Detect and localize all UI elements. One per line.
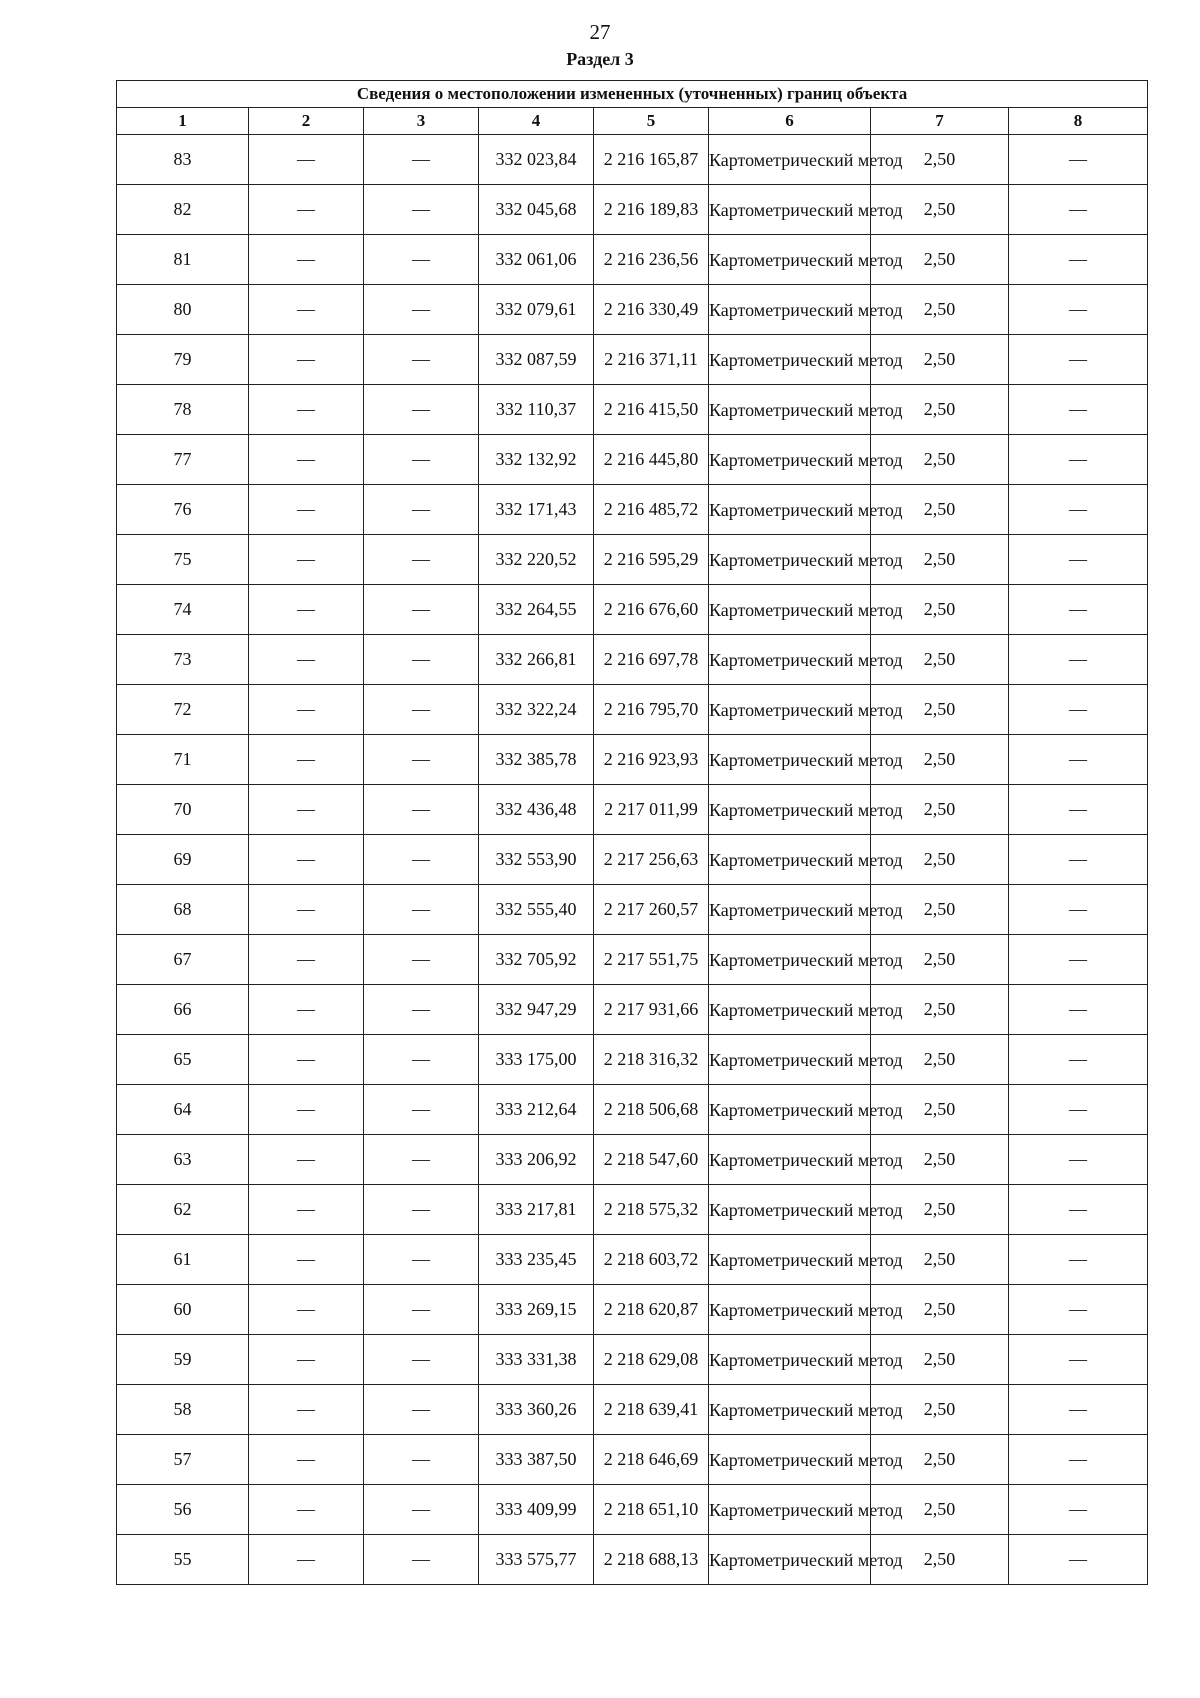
- point-number-cell: 63: [117, 1135, 249, 1185]
- method-cell: Картометрический метод: [709, 635, 871, 685]
- col8-value-cell: —: [1009, 585, 1148, 635]
- y-coordinate-cell: 2 216 165,87: [594, 135, 709, 185]
- x-coordinate-cell: 332 220,52: [479, 535, 594, 585]
- point-number-cell: 71: [117, 735, 249, 785]
- col8-value-cell: —: [1009, 1035, 1148, 1085]
- col3-value-cell: —: [364, 235, 479, 285]
- accuracy-cell: 2,50: [871, 385, 1009, 435]
- col3-value-cell: —: [364, 1035, 479, 1085]
- point-number-cell: 78: [117, 385, 249, 435]
- table-row: [117, 135, 1148, 185]
- col8-value-cell: —: [1009, 985, 1148, 1035]
- y-coordinate-cell: 2 216 697,78: [594, 635, 709, 685]
- column-number: 4: [479, 108, 594, 135]
- x-coordinate-cell: 332 705,92: [479, 935, 594, 985]
- x-coordinate-cell: 332 266,81: [479, 635, 594, 685]
- method-cell: Картометрический метод: [709, 585, 871, 635]
- y-coordinate-cell: 2 217 256,63: [594, 835, 709, 885]
- method-cell: Картометрический метод: [709, 1435, 871, 1485]
- method-cell: Картометрический метод: [709, 1285, 871, 1335]
- col3-value-cell: —: [364, 1385, 479, 1435]
- y-coordinate-cell: 2 217 551,75: [594, 935, 709, 985]
- point-number-cell: 77: [117, 435, 249, 485]
- y-coordinate-cell: 2 216 236,56: [594, 235, 709, 285]
- column-number: 8: [1009, 108, 1148, 135]
- accuracy-cell: 2,50: [871, 1485, 1009, 1535]
- table-row: [117, 935, 1148, 985]
- accuracy-cell: 2,50: [871, 435, 1009, 485]
- col2-value-cell: —: [249, 1435, 364, 1485]
- col3-value-cell: —: [364, 535, 479, 585]
- x-coordinate-cell: 333 575,77: [479, 1535, 594, 1585]
- accuracy-cell: 2,50: [871, 485, 1009, 535]
- method-cell: Картометрический метод: [709, 1385, 871, 1435]
- col2-value-cell: —: [249, 135, 364, 185]
- col8-value-cell: —: [1009, 1385, 1148, 1435]
- accuracy-cell: 2,50: [871, 585, 1009, 635]
- table-row: [117, 1435, 1148, 1485]
- x-coordinate-cell: 332 555,40: [479, 885, 594, 935]
- col8-value-cell: —: [1009, 535, 1148, 585]
- y-coordinate-cell: 2 216 189,83: [594, 185, 709, 235]
- col2-value-cell: —: [249, 1235, 364, 1285]
- col3-value-cell: —: [364, 1285, 479, 1335]
- accuracy-cell: 2,50: [871, 1135, 1009, 1185]
- col8-value-cell: —: [1009, 685, 1148, 735]
- col2-value-cell: —: [249, 1185, 364, 1235]
- y-coordinate-cell: 2 216 795,70: [594, 685, 709, 735]
- x-coordinate-cell: 333 331,38: [479, 1335, 594, 1385]
- method-cell: Картометрический метод: [709, 235, 871, 285]
- accuracy-cell: 2,50: [871, 835, 1009, 885]
- method-cell: Картометрический метод: [709, 335, 871, 385]
- table-row: [117, 1085, 1148, 1135]
- column-number: 7: [871, 108, 1009, 135]
- table-row: [117, 685, 1148, 735]
- col8-value-cell: —: [1009, 185, 1148, 235]
- col3-value-cell: —: [364, 885, 479, 935]
- y-coordinate-cell: 2 218 639,41: [594, 1385, 709, 1435]
- accuracy-cell: 2,50: [871, 935, 1009, 985]
- table-row: [117, 335, 1148, 385]
- method-cell: Картометрический метод: [709, 1035, 871, 1085]
- col3-value-cell: —: [364, 385, 479, 435]
- x-coordinate-cell: 332 553,90: [479, 835, 594, 885]
- column-number: 6: [709, 108, 871, 135]
- table-row: [117, 385, 1148, 435]
- col8-value-cell: —: [1009, 1135, 1148, 1185]
- col2-value-cell: —: [249, 535, 364, 585]
- accuracy-cell: 2,50: [871, 1235, 1009, 1285]
- col2-value-cell: —: [249, 985, 364, 1035]
- accuracy-cell: 2,50: [871, 885, 1009, 935]
- column-number: 1: [117, 108, 249, 135]
- y-coordinate-cell: 2 218 316,32: [594, 1035, 709, 1085]
- y-coordinate-cell: 2 217 260,57: [594, 885, 709, 935]
- col2-value-cell: —: [249, 685, 364, 735]
- col3-value-cell: —: [364, 335, 479, 385]
- table-row: [117, 435, 1148, 485]
- accuracy-cell: 2,50: [871, 1185, 1009, 1235]
- point-number-cell: 70: [117, 785, 249, 835]
- col2-value-cell: —: [249, 385, 364, 435]
- method-cell: Картометрический метод: [709, 1335, 871, 1385]
- method-cell: Картометрический метод: [709, 835, 871, 885]
- table-row: [117, 635, 1148, 685]
- y-coordinate-cell: 2 218 620,87: [594, 1285, 709, 1335]
- x-coordinate-cell: 332 087,59: [479, 335, 594, 385]
- accuracy-cell: 2,50: [871, 635, 1009, 685]
- col3-value-cell: —: [364, 685, 479, 735]
- col3-value-cell: —: [364, 1335, 479, 1385]
- y-coordinate-cell: 2 218 646,69: [594, 1435, 709, 1485]
- table-row: [117, 235, 1148, 285]
- col8-value-cell: —: [1009, 1235, 1148, 1285]
- col2-value-cell: —: [249, 585, 364, 635]
- accuracy-cell: 2,50: [871, 185, 1009, 235]
- table-row: [117, 1485, 1148, 1535]
- col2-value-cell: —: [249, 1535, 364, 1585]
- accuracy-cell: 2,50: [871, 535, 1009, 585]
- col3-value-cell: —: [364, 785, 479, 835]
- column-number: 3: [364, 108, 479, 135]
- col3-value-cell: —: [364, 185, 479, 235]
- col3-value-cell: —: [364, 985, 479, 1035]
- y-coordinate-cell: 2 216 371,11: [594, 335, 709, 385]
- col2-value-cell: —: [249, 1385, 364, 1435]
- y-coordinate-cell: 2 216 415,50: [594, 385, 709, 435]
- method-cell: Картометрический метод: [709, 735, 871, 785]
- page-number: 27: [589, 20, 611, 44]
- accuracy-cell: 2,50: [871, 735, 1009, 785]
- col2-value-cell: —: [249, 1485, 364, 1535]
- point-number-cell: 62: [117, 1185, 249, 1235]
- point-number-cell: 58: [117, 1385, 249, 1435]
- table-row: [117, 1385, 1148, 1435]
- method-cell: Картометрический метод: [709, 1485, 871, 1535]
- point-number-cell: 82: [117, 185, 249, 235]
- x-coordinate-cell: 332 110,37: [479, 385, 594, 435]
- x-coordinate-cell: 333 212,64: [479, 1085, 594, 1135]
- accuracy-cell: 2,50: [871, 1435, 1009, 1485]
- y-coordinate-cell: 2 218 603,72: [594, 1235, 709, 1285]
- table-row: [117, 885, 1148, 935]
- accuracy-cell: 2,50: [871, 985, 1009, 1035]
- y-coordinate-cell: 2 216 445,80: [594, 435, 709, 485]
- col2-value-cell: —: [249, 185, 364, 235]
- col8-value-cell: —: [1009, 435, 1148, 485]
- col8-value-cell: —: [1009, 135, 1148, 185]
- accuracy-cell: 2,50: [871, 1385, 1009, 1435]
- table-row: [117, 1285, 1148, 1335]
- point-number-cell: 66: [117, 985, 249, 1035]
- table-row: [117, 185, 1148, 235]
- point-number-cell: 57: [117, 1435, 249, 1485]
- accuracy-cell: 2,50: [871, 1535, 1009, 1585]
- col2-value-cell: —: [249, 335, 364, 385]
- accuracy-cell: 2,50: [871, 1335, 1009, 1385]
- y-coordinate-cell: 2 216 923,93: [594, 735, 709, 785]
- point-number-cell: 75: [117, 535, 249, 585]
- x-coordinate-cell: 332 079,61: [479, 285, 594, 335]
- method-cell: Картометрический метод: [709, 1085, 871, 1135]
- table-row: [117, 535, 1148, 585]
- col2-value-cell: —: [249, 1035, 364, 1085]
- method-cell: Картометрический метод: [709, 1185, 871, 1235]
- column-number: 2: [249, 108, 364, 135]
- method-cell: Картометрический метод: [709, 785, 871, 835]
- column-number-row: [117, 108, 1148, 135]
- col2-value-cell: —: [249, 485, 364, 535]
- x-coordinate-cell: 332 023,84: [479, 135, 594, 185]
- col8-value-cell: —: [1009, 935, 1148, 985]
- col2-value-cell: —: [249, 235, 364, 285]
- col2-value-cell: —: [249, 1085, 364, 1135]
- y-coordinate-cell: 2 218 506,68: [594, 1085, 709, 1135]
- x-coordinate-cell: 332 322,24: [479, 685, 594, 735]
- point-number-cell: 81: [117, 235, 249, 285]
- table-body: [117, 135, 1148, 1585]
- col8-value-cell: —: [1009, 785, 1148, 835]
- method-cell: Картометрический метод: [709, 135, 871, 185]
- table-row: [117, 285, 1148, 335]
- point-number-cell: 59: [117, 1335, 249, 1385]
- col8-value-cell: —: [1009, 485, 1148, 535]
- x-coordinate-cell: 332 385,78: [479, 735, 594, 785]
- method-cell: Картометрический метод: [709, 985, 871, 1035]
- x-coordinate-cell: 333 269,15: [479, 1285, 594, 1335]
- column-number: 5: [594, 108, 709, 135]
- y-coordinate-cell: 2 216 676,60: [594, 585, 709, 635]
- table-row: [117, 1335, 1148, 1385]
- table-caption: Сведения о местоположении измененных (уточненных) границ объекта: [117, 81, 1148, 108]
- method-cell: Картометрический метод: [709, 485, 871, 535]
- method-cell: Картометрический метод: [709, 685, 871, 735]
- x-coordinate-cell: 332 171,43: [479, 485, 594, 535]
- method-cell: Картометрический метод: [709, 285, 871, 335]
- y-coordinate-cell: 2 217 011,99: [594, 785, 709, 835]
- x-coordinate-cell: 333 175,00: [479, 1035, 594, 1085]
- y-coordinate-cell: 2 218 688,13: [594, 1535, 709, 1585]
- col2-value-cell: —: [249, 1335, 364, 1385]
- point-number-cell: 79: [117, 335, 249, 385]
- col3-value-cell: —: [364, 835, 479, 885]
- col3-value-cell: —: [364, 1185, 479, 1235]
- point-number-cell: 83: [117, 135, 249, 185]
- col3-value-cell: —: [364, 1535, 479, 1585]
- col8-value-cell: —: [1009, 335, 1148, 385]
- point-number-cell: 65: [117, 1035, 249, 1085]
- col3-value-cell: —: [364, 1085, 479, 1135]
- col8-value-cell: —: [1009, 885, 1148, 935]
- col3-value-cell: —: [364, 735, 479, 785]
- table-row: [117, 485, 1148, 535]
- accuracy-cell: 2,50: [871, 1035, 1009, 1085]
- table-row: [117, 735, 1148, 785]
- x-coordinate-cell: 333 235,45: [479, 1235, 594, 1285]
- col2-value-cell: —: [249, 1135, 364, 1185]
- point-number-cell: 68: [117, 885, 249, 935]
- point-number-cell: 56: [117, 1485, 249, 1535]
- col8-value-cell: —: [1009, 835, 1148, 885]
- x-coordinate-cell: 332 045,68: [479, 185, 594, 235]
- col2-value-cell: —: [249, 785, 364, 835]
- table-row: [117, 985, 1148, 1035]
- col3-value-cell: —: [364, 135, 479, 185]
- col2-value-cell: —: [249, 935, 364, 985]
- y-coordinate-cell: 2 216 330,49: [594, 285, 709, 335]
- x-coordinate-cell: 332 436,48: [479, 785, 594, 835]
- method-cell: Картометрический метод: [709, 185, 871, 235]
- col8-value-cell: —: [1009, 1485, 1148, 1535]
- col2-value-cell: —: [249, 735, 364, 785]
- point-number-cell: 76: [117, 485, 249, 535]
- table-row: [117, 835, 1148, 885]
- table-row: [117, 1135, 1148, 1185]
- point-number-cell: 80: [117, 285, 249, 335]
- col3-value-cell: —: [364, 1235, 479, 1285]
- method-cell: Картометрический метод: [709, 385, 871, 435]
- x-coordinate-cell: 332 947,29: [479, 985, 594, 1035]
- table-row: [117, 1185, 1148, 1235]
- col3-value-cell: —: [364, 1435, 479, 1485]
- col8-value-cell: —: [1009, 235, 1148, 285]
- col8-value-cell: —: [1009, 1535, 1148, 1585]
- col2-value-cell: —: [249, 635, 364, 685]
- col3-value-cell: —: [364, 585, 479, 635]
- col8-value-cell: —: [1009, 1435, 1148, 1485]
- y-coordinate-cell: 2 217 931,66: [594, 985, 709, 1035]
- table-row: [117, 585, 1148, 635]
- col3-value-cell: —: [364, 935, 479, 985]
- table-row: [117, 785, 1148, 835]
- col8-value-cell: —: [1009, 385, 1148, 435]
- col2-value-cell: —: [249, 835, 364, 885]
- section-title: Раздел 3: [566, 49, 634, 69]
- x-coordinate-cell: 332 061,06: [479, 235, 594, 285]
- point-number-cell: 72: [117, 685, 249, 735]
- col8-value-cell: —: [1009, 1185, 1148, 1235]
- table-row: [117, 1035, 1148, 1085]
- col3-value-cell: —: [364, 635, 479, 685]
- col3-value-cell: —: [364, 285, 479, 335]
- table-row: [117, 1235, 1148, 1285]
- point-number-cell: 73: [117, 635, 249, 685]
- coordinates-table: [116, 80, 1148, 1585]
- point-number-cell: 69: [117, 835, 249, 885]
- x-coordinate-cell: 333 360,26: [479, 1385, 594, 1435]
- col3-value-cell: —: [364, 1135, 479, 1185]
- y-coordinate-cell: 2 218 651,10: [594, 1485, 709, 1535]
- method-cell: Картометрический метод: [709, 1235, 871, 1285]
- col3-value-cell: —: [364, 435, 479, 485]
- y-coordinate-cell: 2 218 629,08: [594, 1335, 709, 1385]
- method-cell: Картометрический метод: [709, 935, 871, 985]
- col8-value-cell: —: [1009, 1085, 1148, 1135]
- col2-value-cell: —: [249, 285, 364, 335]
- point-number-cell: 61: [117, 1235, 249, 1285]
- x-coordinate-cell: 333 217,81: [479, 1185, 594, 1235]
- col2-value-cell: —: [249, 885, 364, 935]
- y-coordinate-cell: 2 218 575,32: [594, 1185, 709, 1235]
- col8-value-cell: —: [1009, 635, 1148, 685]
- method-cell: Картометрический метод: [709, 535, 871, 585]
- point-number-cell: 67: [117, 935, 249, 985]
- accuracy-cell: 2,50: [871, 685, 1009, 735]
- method-cell: Картометрический метод: [709, 1535, 871, 1585]
- accuracy-cell: 2,50: [871, 1085, 1009, 1135]
- accuracy-cell: 2,50: [871, 1285, 1009, 1335]
- col8-value-cell: —: [1009, 1285, 1148, 1335]
- x-coordinate-cell: 333 409,99: [479, 1485, 594, 1535]
- table-row: [117, 1535, 1148, 1585]
- accuracy-cell: 2,50: [871, 135, 1009, 185]
- col8-value-cell: —: [1009, 285, 1148, 335]
- col8-value-cell: —: [1009, 1335, 1148, 1385]
- x-coordinate-cell: 332 264,55: [479, 585, 594, 635]
- method-cell: Картометрический метод: [709, 1135, 871, 1185]
- method-cell: Картометрический метод: [709, 435, 871, 485]
- method-cell: Картометрический метод: [709, 885, 871, 935]
- col2-value-cell: —: [249, 1285, 364, 1335]
- accuracy-cell: 2,50: [871, 235, 1009, 285]
- point-number-cell: 60: [117, 1285, 249, 1335]
- col8-value-cell: —: [1009, 735, 1148, 785]
- y-coordinate-cell: 2 216 595,29: [594, 535, 709, 585]
- y-coordinate-cell: 2 218 547,60: [594, 1135, 709, 1185]
- accuracy-cell: 2,50: [871, 335, 1009, 385]
- x-coordinate-cell: 333 387,50: [479, 1435, 594, 1485]
- point-number-cell: 64: [117, 1085, 249, 1135]
- col3-value-cell: —: [364, 1485, 479, 1535]
- x-coordinate-cell: 333 206,92: [479, 1135, 594, 1185]
- point-number-cell: 74: [117, 585, 249, 635]
- point-number-cell: 55: [117, 1535, 249, 1585]
- col3-value-cell: —: [364, 485, 479, 535]
- x-coordinate-cell: 332 132,92: [479, 435, 594, 485]
- accuracy-cell: 2,50: [871, 785, 1009, 835]
- y-coordinate-cell: 2 216 485,72: [594, 485, 709, 535]
- col2-value-cell: —: [249, 435, 364, 485]
- accuracy-cell: 2,50: [871, 285, 1009, 335]
